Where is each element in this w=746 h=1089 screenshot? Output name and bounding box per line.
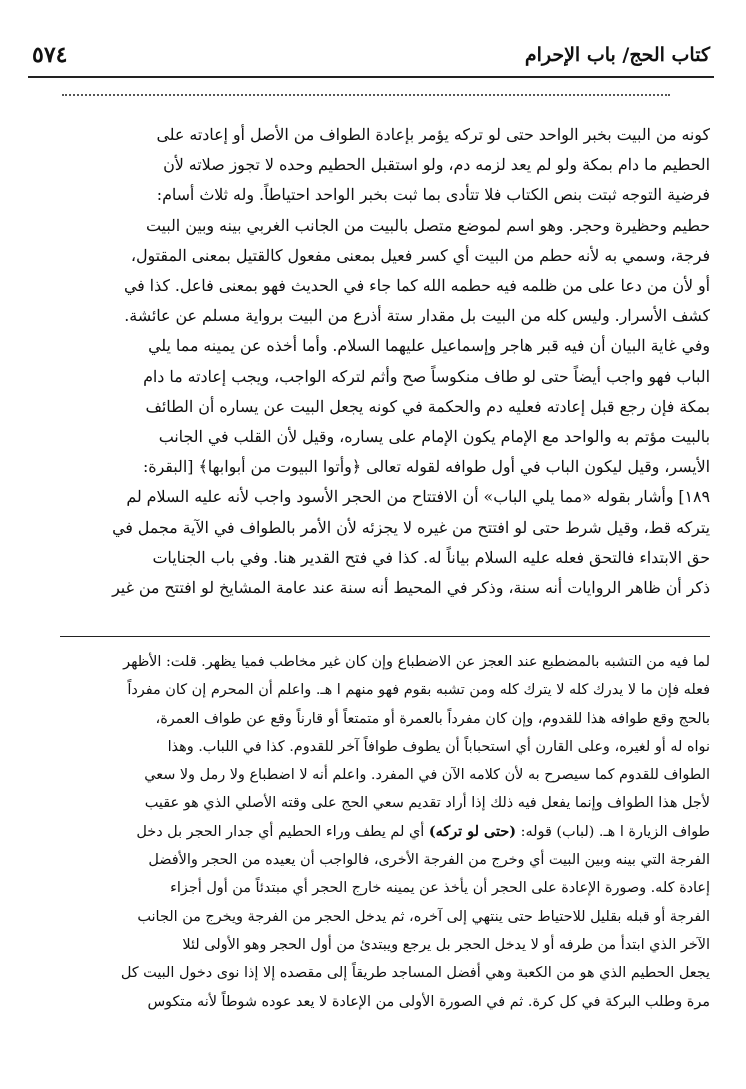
footnote-line: يجعل الحطيم الذي هو من الكعبة وهي أفضل المساجد طريقاً إلى مقصده إلا إذا نوى دخول البيت كل	[120, 965, 710, 982]
text-line: وفي غاية البيان أن فيه قبر هاجر وإسماعيل عليهما السلام. وأما أخذه عن يمينه مما يلي	[148, 336, 710, 356]
footnote-line: مرة وطلب البركة في كل كرة. ثم في الصورة الأولى من الإعادة لا يعد عوده شوطاً لأنه متكوس	[147, 993, 710, 1010]
text-line: الباب فهو واجب أيضاً حتى لو طاف منكوساً صح وأثم لتركه الواجب، ويجب إعادته ما دام	[143, 366, 710, 386]
page-header	[28, 42, 710, 72]
footnote-line: بالحج وقع طوافه هذا للقدوم، وإن كان مفرداً بالعمرة أو متمتعاً أو قارناً وقع عن طواف العمرة،	[155, 710, 710, 727]
footnote-line: لما فيه من التشبه بالمضطبع عند العجز عن الاضطباع وإن كان غير مخاطب فميا يظهر. قلت: الأظهر	[123, 654, 710, 670]
text-line: حق الابتداء فالتحق فعله عليه السلام بياناً له. كذا في فتح القدير هنا. وفي باب الجنايات	[152, 547, 710, 567]
footnote-text: طواف الزيارة ا هـ. (لباب) قوله:	[516, 823, 710, 840]
footnote-line: نواه له أو لغيره، وعلى القارن أي استحباباً أن يطوف طوافاً آخر للقدوم. كذا في اللباب. وهذا	[167, 738, 710, 755]
footnote-line: فعله فإن ما لا يدرك كله لا يترك كله ومن تشبه بقوم فهو منهم ا هـ. واعلم أن المحرم إن كان مفرداً	[127, 682, 710, 699]
text-line: الحطيم ما دام بمكة ولو لم يعد لزمه دم، ولو استقبل الحطيم وحده لا تجوز صلاته لأن	[163, 155, 710, 175]
header-rule	[28, 76, 714, 78]
footnote-line: الفرجة أو قبله بقليل للاحتياط حتى ينتهي إلى آخره، ثم يدخل الحجر من الفرجة ويخرج من الجانب	[137, 908, 710, 925]
text-line: كشف الأسرار. وليس كله من البيت بل مقدار ستة أذرع من البيت برواية مسلم عن عائشة.	[124, 306, 710, 326]
text-line: فرضية التوجه ثبتت بنص الكتاب فلا تتأدى بما ثبت بخبر الواحد احتياطاً. وله ثلاث أسام:	[156, 185, 710, 205]
text-line: بالبيت مؤتم به والواحد مع الإمام يكون الإمام على يساره، وقيل لأن القلب في الجانب	[158, 427, 710, 447]
text-line: فرجة، وسمي به لأنه حطم من البيت أي كسر فعيل بمعنى مفعول كالقتيل بمعنى المقتول،	[130, 245, 710, 265]
commentary-lemma: (حتى لو تركه)	[428, 822, 517, 840]
footnote-text: أي لم يطف وراء الحطيم أي جدار الحجر بل دخل	[136, 823, 429, 840]
text-line: أو لأن من دعا على من ظلمه فيه حطمه الله كما جاء في الحديث فهو بمعنى فاعل. كذا في	[123, 276, 710, 296]
footnote-line: لأجل هذا الطواف وإنما يفعل فيه ذلك إذا أراد تقديم سعي الحج على وقته الأصلي الذي هو عقيب	[144, 795, 710, 812]
page-number: ٥٧٤	[32, 42, 68, 68]
text-line: حطيم وحظيرة وحجر. وهو اسم لموضع متصل بالبيت من الجانب الغربي بينه وبين البيت	[145, 215, 710, 235]
text-line: ذكر أن ظاهر الروايات أنه سنة، وذكر في المحيط أنه سنة عند عامة المشايخ لو افتتح من غير	[112, 578, 710, 598]
footnote-line: الآخر الذي ابتدأ من طرفه أو لا يدخل الحجر بل يرجع ويبتدئ من أول الحجر وهو الأولى لئلا	[182, 936, 710, 953]
text-line: بمكة فإن رجع قبل إعادته فعليه دم والحكمة في كونه يجعل البيت عن يساره أن الطائف	[145, 396, 710, 416]
text-line: يتركه قط، وقيل شرط حتى لو افتتح من غيره لا يجزئه لأن الأمر بالطواف في الآية مجمل في	[112, 517, 710, 537]
footnote-line: الفرجة التي بينه وبين البيت أي وخرج من الفرجة الأخرى، فالواجب أن يعيده من الحجر والأفضل	[148, 852, 710, 869]
footnote-line	[60, 818, 710, 846]
text-line: ١٨٩] وأشار بقوله «مما يلي الباب» أن الافتتاح من الحجر الأسود واجب لأنه عليه السلام لم	[126, 487, 710, 507]
text-line: كونه من البيت بخبر الواحد حتى لو تركه يؤمر بإعادة الطواف من الأصل أو إعادته على	[156, 125, 710, 144]
footnote-line: إعادة كله. وصورة الإعادة على الحجر أن يأخذ عن يمينه خارج الحجر أي مبتدئاً من أول أجزاء	[170, 880, 710, 897]
footnote-line: الطواف للقدوم كما سيصرح به لأن كلامه الآن في المفرد. واعلم أنه لا اضطباع ولا رمل ولا سعي	[144, 767, 710, 784]
dotted-divider	[62, 94, 670, 96]
text-line: الأيسر، وقيل ليكون الباب في أول طوافه لقوله تعالى ﴿وأتوا البيوت من أبوابها﴾ [البقرة:	[142, 457, 710, 477]
running-title: كتاب الحج/ باب الإحرام	[524, 44, 710, 66]
footnote-separator	[60, 636, 710, 637]
footnotes	[60, 648, 710, 1016]
main-text	[60, 120, 710, 603]
